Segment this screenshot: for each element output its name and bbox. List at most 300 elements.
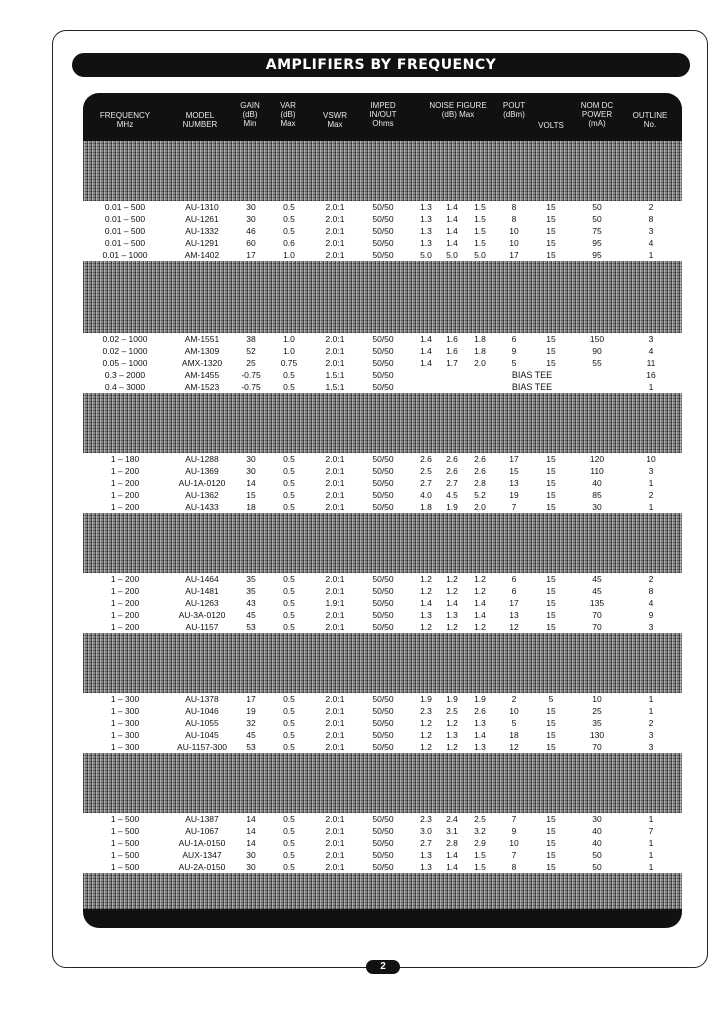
cell-imped: 50/50 bbox=[372, 742, 394, 752]
cell-freq: 0.01 – 500 bbox=[104, 226, 146, 236]
cell-nf2: 1.4 bbox=[446, 214, 458, 224]
cell-nf2: 1.4 bbox=[446, 598, 458, 608]
cell-model: AU-3A-0120 bbox=[178, 610, 226, 620]
cell-nf2: 1.2 bbox=[446, 586, 458, 596]
cell-outline: 1 bbox=[648, 862, 654, 872]
cell-nf3: 1.5 bbox=[474, 238, 486, 248]
cell-model: AM-1455 bbox=[184, 370, 220, 380]
cell-volts: 15 bbox=[546, 622, 556, 632]
cell-freq: 1 – 500 bbox=[110, 862, 140, 872]
cell-nf1: 1.8 bbox=[420, 502, 432, 512]
cell-imped: 50/50 bbox=[372, 622, 394, 632]
cell-power: 50 bbox=[592, 850, 602, 860]
cell-gain: 17 bbox=[246, 694, 256, 704]
cell-gain: 38 bbox=[246, 334, 256, 344]
cell-gain: 45 bbox=[246, 730, 256, 740]
table-row bbox=[83, 357, 682, 369]
cell-model: AU-1261 bbox=[185, 214, 219, 224]
cell-nf3: 2.0 bbox=[474, 502, 486, 512]
cell-imped: 50/50 bbox=[372, 814, 394, 824]
cell-outline: 10 bbox=[646, 454, 656, 464]
cell-outline: 1 bbox=[648, 382, 654, 392]
cell-special-note: BIAS TEE bbox=[511, 370, 553, 380]
cell-gain: 35 bbox=[246, 586, 256, 596]
cell-var: 0.5 bbox=[283, 718, 295, 728]
halftone-band bbox=[83, 753, 682, 813]
halftone-band bbox=[83, 513, 682, 573]
cell-vswr: 2.0:1 bbox=[325, 622, 345, 632]
cell-outline: 3 bbox=[648, 226, 654, 236]
cell-nf2: 2.6 bbox=[446, 466, 458, 476]
cell-nf3: 1.5 bbox=[474, 214, 486, 224]
table-header bbox=[83, 93, 682, 141]
col-header-gain: GAIN (dB) Min bbox=[240, 101, 260, 128]
cell-outline: 3 bbox=[648, 466, 654, 476]
cell-pout: 10 bbox=[509, 226, 519, 236]
cell-nf1: 1.4 bbox=[420, 334, 432, 344]
cell-imped: 50/50 bbox=[372, 718, 394, 728]
cell-pout: 12 bbox=[509, 622, 519, 632]
cell-nf1: 1.3 bbox=[420, 214, 432, 224]
cell-var: 0.5 bbox=[283, 454, 295, 464]
cell-pout: 2 bbox=[511, 694, 517, 704]
cell-outline: 9 bbox=[648, 610, 654, 620]
cell-var: 0.6 bbox=[283, 238, 295, 248]
cell-pout: 17 bbox=[509, 250, 519, 260]
page-title: AMPLIFIERS BY FREQUENCY bbox=[72, 53, 690, 77]
cell-pout: 7 bbox=[511, 850, 517, 860]
cell-gain: 32 bbox=[246, 718, 256, 728]
cell-nf2: 1.7 bbox=[446, 358, 458, 368]
cell-volts: 15 bbox=[546, 502, 556, 512]
col-header-model: MODEL NUMBER bbox=[182, 111, 218, 129]
cell-nf3: 1.4 bbox=[474, 610, 486, 620]
col-header-imped: IMPED IN/OUT Ohms bbox=[369, 101, 397, 128]
cell-freq: 0.4 – 3000 bbox=[104, 382, 146, 392]
cell-gain: -0.75 bbox=[241, 370, 261, 380]
cell-freq: 1 – 500 bbox=[110, 814, 140, 824]
cell-model: AU-1464 bbox=[185, 574, 219, 584]
cell-imped: 50/50 bbox=[372, 826, 394, 836]
cell-nf1: 1.2 bbox=[420, 586, 432, 596]
table-row bbox=[83, 465, 682, 477]
cell-var: 0.5 bbox=[283, 850, 295, 860]
cell-outline: 16 bbox=[646, 370, 656, 380]
cell-power: 30 bbox=[592, 814, 602, 824]
cell-outline: 4 bbox=[648, 598, 654, 608]
cell-model: AU-1067 bbox=[185, 826, 219, 836]
cell-nf1: 3.0 bbox=[420, 826, 432, 836]
cell-outline: 4 bbox=[648, 238, 654, 248]
cell-power: 45 bbox=[592, 586, 602, 596]
cell-vswr: 2.0:1 bbox=[325, 478, 345, 488]
cell-power: 40 bbox=[592, 478, 602, 488]
cell-gain: 45 bbox=[246, 610, 256, 620]
cell-pout: 12 bbox=[509, 742, 519, 752]
cell-power: 10 bbox=[592, 694, 602, 704]
cell-var: 0.5 bbox=[283, 502, 295, 512]
cell-vswr: 2.0:1 bbox=[325, 466, 345, 476]
cell-power: 70 bbox=[592, 610, 602, 620]
cell-vswr: 2.0:1 bbox=[325, 742, 345, 752]
cell-imped: 50/50 bbox=[372, 502, 394, 512]
cell-nf1: 2.3 bbox=[420, 814, 432, 824]
cell-pout: 5 bbox=[511, 718, 517, 728]
cell-power: 50 bbox=[592, 862, 602, 872]
cell-outline: 3 bbox=[648, 622, 654, 632]
cell-vswr: 2.0:1 bbox=[325, 202, 345, 212]
cell-gain: 14 bbox=[246, 838, 256, 848]
cell-gain: 60 bbox=[246, 238, 256, 248]
cell-freq: 1 – 200 bbox=[110, 622, 140, 632]
cell-model: AU-1157 bbox=[185, 622, 219, 632]
cell-nf2: 5.0 bbox=[446, 250, 458, 260]
cell-imped: 50/50 bbox=[372, 586, 394, 596]
cell-vswr: 2.0:1 bbox=[325, 586, 345, 596]
cell-outline: 11 bbox=[646, 358, 656, 368]
cell-model: AU-1332 bbox=[185, 226, 219, 236]
cell-gain: 53 bbox=[246, 622, 256, 632]
cell-model: AU-1378 bbox=[185, 694, 219, 704]
cell-outline: 1 bbox=[648, 850, 654, 860]
cell-freq: 0.3 – 2000 bbox=[104, 370, 146, 380]
cell-nf3: 5.0 bbox=[474, 250, 486, 260]
cell-model: AM-1402 bbox=[184, 250, 220, 260]
cell-outline: 3 bbox=[648, 742, 654, 752]
cell-gain: 30 bbox=[246, 214, 256, 224]
cell-pout: 8 bbox=[511, 202, 517, 212]
cell-power: 110 bbox=[590, 466, 604, 476]
cell-var: 1.0 bbox=[283, 334, 295, 344]
cell-imped: 50/50 bbox=[372, 226, 394, 236]
table-row bbox=[83, 597, 682, 609]
cell-power: 70 bbox=[592, 622, 602, 632]
cell-volts: 15 bbox=[546, 358, 556, 368]
cell-vswr: 2.0:1 bbox=[325, 226, 345, 236]
cell-nf1: 1.2 bbox=[420, 622, 432, 632]
cell-pout: 19 bbox=[509, 490, 519, 500]
table-row bbox=[83, 849, 682, 861]
cell-volts: 15 bbox=[546, 478, 556, 488]
cell-imped: 50/50 bbox=[372, 334, 394, 344]
cell-pout: 13 bbox=[509, 478, 519, 488]
cell-gain: 14 bbox=[246, 478, 256, 488]
cell-vswr: 1.9:1 bbox=[325, 598, 345, 608]
cell-nf2: 1.3 bbox=[446, 730, 458, 740]
table-row bbox=[83, 861, 682, 873]
cell-freq: 1 – 200 bbox=[110, 598, 140, 608]
cell-gain: 52 bbox=[246, 346, 256, 356]
cell-freq: 1 – 300 bbox=[110, 718, 140, 728]
cell-model: AMX-1320 bbox=[181, 358, 223, 368]
cell-nf1: 1.3 bbox=[420, 238, 432, 248]
cell-imped: 50/50 bbox=[372, 610, 394, 620]
cell-model: AU-1433 bbox=[185, 502, 219, 512]
cell-nf1: 2.3 bbox=[420, 706, 432, 716]
cell-var: 0.5 bbox=[283, 706, 295, 716]
cell-freq: 0.02 – 1000 bbox=[102, 346, 148, 356]
cell-gain: 30 bbox=[246, 202, 256, 212]
cell-nf2: 1.6 bbox=[446, 346, 458, 356]
cell-model: AM-1551 bbox=[184, 334, 220, 344]
cell-model: AU-1263 bbox=[185, 598, 219, 608]
cell-freq: 1 – 300 bbox=[110, 694, 140, 704]
cell-nf3: 2.9 bbox=[474, 838, 486, 848]
cell-power: 120 bbox=[589, 454, 605, 464]
cell-var: 0.5 bbox=[283, 466, 295, 476]
cell-model: AU-1291 bbox=[185, 238, 219, 248]
cell-nf1: 1.2 bbox=[420, 742, 432, 752]
cell-power: 40 bbox=[592, 838, 602, 848]
cell-model: AU-1288 bbox=[185, 454, 219, 464]
halftone-band bbox=[83, 393, 682, 453]
cell-imped: 50/50 bbox=[372, 490, 394, 500]
cell-power: 25 bbox=[592, 706, 602, 716]
cell-volts: 15 bbox=[546, 814, 556, 824]
cell-var: 0.5 bbox=[283, 814, 295, 824]
cell-freq: 1 – 200 bbox=[110, 502, 140, 512]
cell-volts: 15 bbox=[546, 466, 556, 476]
cell-nf2: 1.4 bbox=[446, 202, 458, 212]
amplifier-table bbox=[83, 93, 682, 928]
cell-pout: 9 bbox=[511, 346, 517, 356]
cell-gain: 25 bbox=[246, 358, 256, 368]
cell-vswr: 2.0:1 bbox=[325, 814, 345, 824]
cell-freq: 1 – 500 bbox=[110, 838, 140, 848]
table-row bbox=[83, 489, 682, 501]
cell-volts: 5 bbox=[548, 694, 554, 704]
cell-volts: 15 bbox=[546, 706, 556, 716]
cell-model: AU-1369 bbox=[185, 466, 219, 476]
cell-model: AU-1045 bbox=[185, 730, 219, 740]
cell-var: 0.5 bbox=[283, 586, 295, 596]
cell-nf2: 2.7 bbox=[446, 478, 458, 488]
cell-volts: 15 bbox=[546, 826, 556, 836]
cell-var: 1.0 bbox=[283, 346, 295, 356]
cell-power: 75 bbox=[592, 226, 602, 236]
cell-var: 0.5 bbox=[283, 370, 295, 380]
cell-model: AU-1157-300 bbox=[177, 742, 227, 752]
cell-imped: 50/50 bbox=[372, 574, 394, 584]
cell-nf1: 2.6 bbox=[420, 454, 432, 464]
cell-vswr: 2.0:1 bbox=[325, 850, 345, 860]
cell-vswr: 2.0:1 bbox=[325, 826, 345, 836]
cell-model: AM-1523 bbox=[184, 382, 220, 392]
cell-imped: 50/50 bbox=[372, 598, 394, 608]
cell-outline: 7 bbox=[648, 826, 654, 836]
cell-volts: 15 bbox=[546, 610, 556, 620]
cell-freq: 1 – 200 bbox=[110, 574, 140, 584]
cell-var: 0.75 bbox=[280, 358, 298, 368]
cell-vswr: 2.0:1 bbox=[325, 706, 345, 716]
cell-power: 90 bbox=[592, 346, 602, 356]
cell-power: 85 bbox=[592, 490, 602, 500]
cell-nf1: 1.3 bbox=[420, 862, 432, 872]
cell-gain: 18 bbox=[246, 502, 256, 512]
cell-freq: 0.01 – 500 bbox=[104, 202, 146, 212]
cell-nf1: 5.0 bbox=[420, 250, 432, 260]
cell-var: 0.5 bbox=[283, 202, 295, 212]
table-row bbox=[83, 609, 682, 621]
cell-imped: 50/50 bbox=[372, 214, 394, 224]
cell-volts: 15 bbox=[546, 850, 556, 860]
cell-imped: 50/50 bbox=[372, 346, 394, 356]
halftone-band bbox=[83, 141, 682, 201]
cell-nf2: 1.3 bbox=[446, 610, 458, 620]
table-row bbox=[83, 693, 682, 705]
cell-nf1: 1.3 bbox=[420, 850, 432, 860]
cell-freq: 1 – 500 bbox=[110, 850, 140, 860]
cell-nf3: 1.3 bbox=[474, 718, 486, 728]
col-header-frequency: FREQUENCY MHz bbox=[99, 111, 151, 129]
cell-var: 0.5 bbox=[283, 730, 295, 740]
cell-var: 0.5 bbox=[283, 838, 295, 848]
cell-gain: 35 bbox=[246, 574, 256, 584]
cell-var: 0.5 bbox=[283, 826, 295, 836]
cell-nf3: 2.6 bbox=[474, 706, 486, 716]
cell-pout: 6 bbox=[511, 586, 517, 596]
cell-vswr: 2.0:1 bbox=[325, 214, 345, 224]
cell-outline: 1 bbox=[648, 694, 654, 704]
col-header-power: NOM DC POWER (mA) bbox=[580, 101, 614, 128]
cell-imped: 50/50 bbox=[372, 238, 394, 248]
cell-imped: 50/50 bbox=[372, 862, 394, 872]
cell-gain: 53 bbox=[246, 742, 256, 752]
col-header-volts: VOLTS bbox=[538, 121, 564, 130]
cell-nf3: 1.2 bbox=[474, 586, 486, 596]
cell-vswr: 2.0:1 bbox=[325, 718, 345, 728]
cell-vswr: 2.0:1 bbox=[325, 502, 345, 512]
cell-model: AU-1310 bbox=[185, 202, 219, 212]
table-row bbox=[83, 369, 682, 381]
cell-outline: 8 bbox=[648, 214, 654, 224]
col-header-vswr: VSWR Max bbox=[323, 111, 347, 129]
cell-nf3: 1.2 bbox=[474, 622, 486, 632]
cell-volts: 15 bbox=[546, 586, 556, 596]
cell-pout: 17 bbox=[509, 598, 519, 608]
cell-vswr: 1.5:1 bbox=[325, 370, 345, 380]
table-row bbox=[83, 213, 682, 225]
cell-imped: 50/50 bbox=[372, 358, 394, 368]
cell-freq: 0.01 – 500 bbox=[104, 214, 146, 224]
cell-outline: 1 bbox=[648, 706, 654, 716]
cell-nf1: 1.9 bbox=[420, 694, 432, 704]
table-row bbox=[83, 573, 682, 585]
table-row bbox=[83, 621, 682, 633]
cell-volts: 15 bbox=[546, 202, 556, 212]
cell-nf3: 1.4 bbox=[474, 598, 486, 608]
cell-nf3: 2.6 bbox=[474, 454, 486, 464]
cell-model: AM-1309 bbox=[184, 346, 220, 356]
cell-power: 95 bbox=[592, 250, 602, 260]
cell-volts: 15 bbox=[546, 718, 556, 728]
cell-freq: 1 – 180 bbox=[110, 454, 140, 464]
page-number: 2 bbox=[366, 960, 400, 974]
cell-model: AU-2A-0150 bbox=[178, 862, 226, 872]
cell-pout: 6 bbox=[511, 574, 517, 584]
table-row bbox=[83, 813, 682, 825]
cell-model: AU-1055 bbox=[185, 718, 219, 728]
cell-var: 0.5 bbox=[283, 742, 295, 752]
cell-gain: 30 bbox=[246, 454, 256, 464]
cell-volts: 15 bbox=[546, 226, 556, 236]
cell-power: 135 bbox=[589, 598, 605, 608]
table-row bbox=[83, 477, 682, 489]
table-row bbox=[83, 717, 682, 729]
cell-var: 0.5 bbox=[283, 574, 295, 584]
cell-var: 0.5 bbox=[283, 226, 295, 236]
cell-freq: 0.02 – 1000 bbox=[102, 334, 148, 344]
cell-imped: 50/50 bbox=[372, 370, 394, 380]
cell-nf2: 1.4 bbox=[446, 238, 458, 248]
cell-gain: 19 bbox=[246, 706, 256, 716]
cell-gain: 30 bbox=[246, 466, 256, 476]
cell-var: 0.5 bbox=[283, 610, 295, 620]
cell-gain: 14 bbox=[246, 814, 256, 824]
table-row bbox=[83, 381, 682, 393]
cell-freq: 0.01 – 500 bbox=[104, 238, 146, 248]
cell-gain: 30 bbox=[246, 850, 256, 860]
table-row bbox=[83, 705, 682, 717]
cell-volts: 15 bbox=[546, 730, 556, 740]
cell-nf3: 3.2 bbox=[474, 826, 486, 836]
cell-model: AU-1481 bbox=[185, 586, 219, 596]
cell-model: AUX-1347 bbox=[182, 850, 222, 860]
cell-nf1: 2.7 bbox=[420, 838, 432, 848]
cell-vswr: 2.0:1 bbox=[325, 358, 345, 368]
cell-var: 0.5 bbox=[283, 490, 295, 500]
cell-vswr: 2.0:1 bbox=[325, 346, 345, 356]
cell-freq: 1 – 200 bbox=[110, 586, 140, 596]
cell-power: 55 bbox=[592, 358, 602, 368]
cell-nf2: 1.2 bbox=[446, 718, 458, 728]
cell-volts: 15 bbox=[546, 250, 556, 260]
cell-freq: 1 – 200 bbox=[110, 466, 140, 476]
table-row bbox=[83, 585, 682, 597]
cell-gain: 17 bbox=[246, 250, 256, 260]
cell-power: 70 bbox=[592, 742, 602, 752]
cell-gain: 43 bbox=[246, 598, 256, 608]
cell-vswr: 2.0:1 bbox=[325, 862, 345, 872]
cell-imped: 50/50 bbox=[372, 478, 394, 488]
table-row bbox=[83, 825, 682, 837]
cell-volts: 15 bbox=[546, 742, 556, 752]
cell-var: 0.5 bbox=[283, 622, 295, 632]
cell-var: 1.0 bbox=[283, 250, 295, 260]
cell-gain: 14 bbox=[246, 826, 256, 836]
cell-freq: 1 – 200 bbox=[110, 610, 140, 620]
cell-power: 50 bbox=[592, 202, 602, 212]
cell-outline: 2 bbox=[648, 718, 654, 728]
cell-nf2: 1.9 bbox=[446, 694, 458, 704]
cell-vswr: 2.0:1 bbox=[325, 454, 345, 464]
cell-nf3: 1.5 bbox=[474, 202, 486, 212]
cell-nf1: 2.5 bbox=[420, 466, 432, 476]
cell-nf2: 2.6 bbox=[446, 454, 458, 464]
cell-nf3: 2.5 bbox=[474, 814, 486, 824]
cell-nf2: 1.2 bbox=[446, 742, 458, 752]
cell-imped: 50/50 bbox=[372, 250, 394, 260]
cell-power: 50 bbox=[592, 214, 602, 224]
cell-power: 150 bbox=[589, 334, 605, 344]
cell-gain: 30 bbox=[246, 862, 256, 872]
cell-imped: 50/50 bbox=[372, 454, 394, 464]
cell-volts: 15 bbox=[546, 346, 556, 356]
cell-outline: 3 bbox=[648, 334, 654, 344]
cell-volts: 15 bbox=[546, 598, 556, 608]
table-row bbox=[83, 729, 682, 741]
cell-imped: 50/50 bbox=[372, 706, 394, 716]
